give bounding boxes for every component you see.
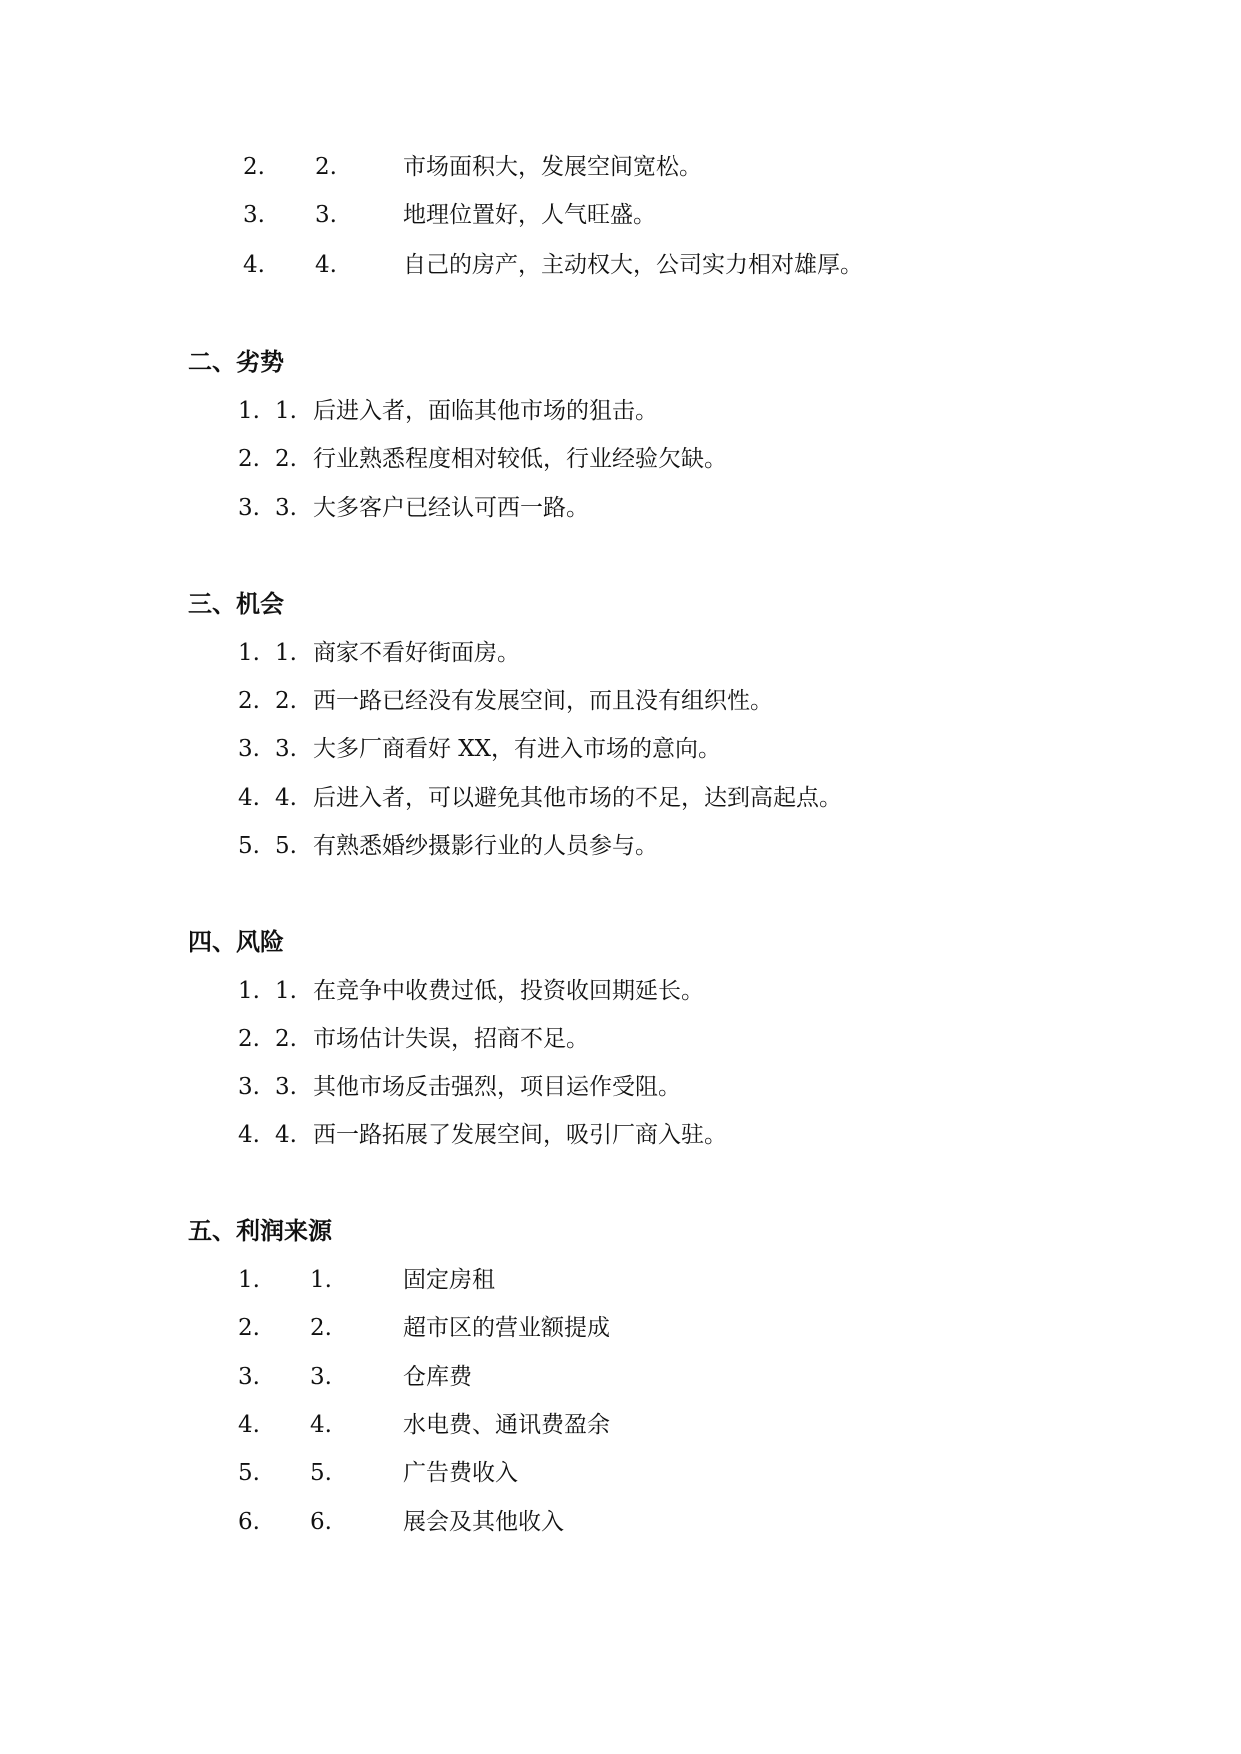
- item-subnumber: 3.: [275, 1074, 297, 1100]
- item-number: 4.: [243, 252, 265, 278]
- item-number: 2.: [243, 154, 265, 180]
- item-text: 大多客户已经认可西一路。: [313, 495, 589, 521]
- item-number: 6.: [238, 1509, 260, 1535]
- item-subnumber: 1.: [275, 640, 297, 666]
- item-text: 后进入者，面临其他市场的狙击。: [313, 398, 658, 424]
- item-number: 2.: [238, 1315, 260, 1341]
- item-number: 4.: [238, 785, 260, 811]
- item-number: 4.: [238, 1122, 260, 1148]
- item-text: 在竞争中收费过低，投资收回期延长。: [313, 978, 704, 1004]
- item-subnumber: 4.: [310, 1412, 332, 1438]
- item-number: 3.: [238, 495, 260, 521]
- section-heading-opportunities: 三、机会: [188, 590, 284, 618]
- item-subnumber: 1.: [310, 1267, 332, 1293]
- item-number: 3.: [238, 1074, 260, 1100]
- item-subnumber: 3.: [310, 1364, 332, 1390]
- item-number: 5.: [238, 1460, 260, 1486]
- item-number: 4.: [238, 1412, 260, 1438]
- item-subnumber: 6.: [310, 1509, 332, 1535]
- item-number: 2.: [238, 688, 260, 714]
- item-text: 仓库费: [403, 1364, 472, 1390]
- item-text: 广告费收入: [403, 1460, 518, 1486]
- item-number: 1.: [238, 640, 260, 666]
- item-text: 其他市场反击强烈，项目运作受阻。: [313, 1074, 681, 1100]
- item-subnumber: 1.: [275, 978, 297, 1004]
- item-subnumber: 4.: [315, 252, 337, 278]
- item-text: 展会及其他收入: [403, 1509, 564, 1535]
- item-subnumber: 2.: [275, 688, 297, 714]
- item-number: 1.: [238, 1267, 260, 1293]
- item-number: 1.: [238, 978, 260, 1004]
- item-number: 1.: [238, 398, 260, 424]
- item-text: 市场估计失误，招商不足。: [313, 1026, 589, 1052]
- item-text: 市场面积大，发展空间宽松。: [403, 154, 702, 180]
- item-number: 3.: [243, 202, 265, 228]
- item-number: 3.: [238, 1364, 260, 1390]
- item-number: 2.: [238, 1026, 260, 1052]
- item-text: 水电费、通讯费盈余: [403, 1412, 610, 1438]
- section-heading-weaknesses: 二、劣势: [188, 348, 284, 376]
- item-text: 有熟悉婚纱摄影行业的人员参与。: [313, 833, 658, 859]
- item-subnumber: 2.: [275, 446, 297, 472]
- section-heading-risks: 四、风险: [188, 928, 284, 956]
- item-subnumber: 3.: [275, 495, 297, 521]
- section-heading-profit-sources: 五、利润来源: [188, 1217, 332, 1245]
- item-subnumber: 4.: [275, 785, 297, 811]
- item-text: 大多厂商看好 XX，有进入市场的意向。: [313, 736, 722, 762]
- item-subnumber: 2.: [310, 1315, 332, 1341]
- item-number: 5.: [238, 833, 260, 859]
- item-text: 行业熟悉程度相对较低，行业经验欠缺。: [313, 446, 727, 472]
- item-subnumber: 2.: [315, 154, 337, 180]
- item-subnumber: 4.: [275, 1122, 297, 1148]
- item-number: 2.: [238, 446, 260, 472]
- item-text: 西一路拓展了发展空间，吸引厂商入驻。: [313, 1122, 727, 1148]
- item-number: 3.: [238, 736, 260, 762]
- item-text: 自己的房产，主动权大，公司实力相对雄厚。: [403, 252, 863, 278]
- item-text: 西一路已经没有发展空间，而且没有组织性。: [313, 688, 773, 714]
- item-subnumber: 1.: [275, 398, 297, 424]
- item-text: 超市区的营业额提成: [403, 1315, 610, 1341]
- item-subnumber: 3.: [275, 736, 297, 762]
- item-text: 固定房租: [403, 1267, 495, 1293]
- item-text: 后进入者，可以避免其他市场的不足，达到高起点。: [313, 785, 842, 811]
- item-subnumber: 3.: [315, 202, 337, 228]
- item-subnumber: 5.: [275, 833, 297, 859]
- item-text: 地理位置好，人气旺盛。: [403, 202, 656, 228]
- item-subnumber: 5.: [310, 1460, 332, 1486]
- item-subnumber: 2.: [275, 1026, 297, 1052]
- item-text: 商家不看好街面房。: [313, 640, 520, 666]
